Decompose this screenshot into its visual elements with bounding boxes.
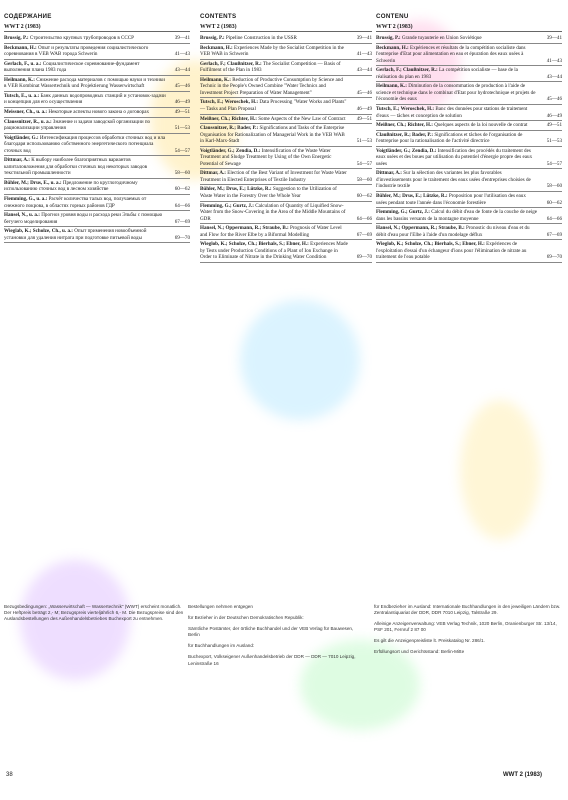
entry-title: Significations et tâches de l'organisation de l'entreprise pour la rationalisation de l'activité directrice: [376, 131, 523, 145]
entry-page-range: 41—43: [356, 51, 372, 58]
entry-title: Intensification des procédés du traitement des eaux usées et des boues par utilisation du potentiel d'énergie propre des eaux usées: [376, 147, 533, 167]
paper-stain: [460, 400, 540, 540]
entry-title: Proposition pour l'utilisation des eaux usées pendant toute l'année dans l'économie forestière: [376, 193, 526, 206]
entry-title: Интенсификация процессов обработки сточных вод и ила благодаря использованию собственного энергетического потенциала сточных вод: [4, 134, 166, 154]
entry-title: Intensification of the Waste Water Treatment and Sludge Treatment by Using of the Own Energetic Potential of Sewage: [200, 147, 332, 167]
entry-page-range: 39—41: [546, 35, 562, 42]
entry-author: Meißner, Ch.; Richter, H.:: [376, 122, 433, 129]
entry-author: Bühler, M.; Drus, E.; Lützke, R.:: [376, 193, 448, 200]
entry-page-range: 54—57: [174, 147, 190, 154]
entry-author: Voigtländer, G.; Zendia, D.:: [376, 147, 437, 154]
entry-author: Claussnitzer, R., u. a.:: [4, 118, 52, 125]
entry-page-range: 67—69: [546, 231, 562, 238]
entry-title: Significations and Tasks of the Enterprise Organisation for Rationalization of Managerial Work in the VEB WAB in Karl-Marx-Stadt: [200, 125, 345, 145]
toc-entry: [4, 35, 190, 44]
toc-entry: [4, 135, 190, 157]
entry-author: Heilmann, K.:: [4, 76, 35, 83]
entry-title: К выбору наиболее благоприятных вариантов капиталовложения для обработки сточных вод некоторых заводов текстильной промышленности: [4, 157, 148, 177]
entry-author: Dittmar, A.:: [200, 170, 226, 177]
paper-stain: [240, 300, 360, 420]
toc-entry: [376, 170, 562, 192]
entry-title: Banc des données pour stations de traitement d'eaux — tâches et conception de solution: [376, 106, 528, 119]
toc-entry: [200, 241, 372, 263]
issue-label: WWT 2 (1983): [200, 24, 372, 33]
entry-page-range: 67—69: [356, 231, 372, 238]
entry-author: Brussig, P.:: [376, 35, 401, 42]
entry-page-range: 60—62: [546, 199, 562, 206]
toc-entry: [200, 203, 372, 225]
entry-title: Снижение расхода материалов с помощью науки и техники в VEB Kombinat Wassertechnik und Projektierung Wasserwirtschaft: [4, 76, 166, 90]
toc-entry: [376, 67, 562, 82]
entry-page-range: 49—51: [546, 122, 562, 129]
toc-entry: [4, 77, 190, 92]
entry-author: Hansel, N.; Oppermann, R.; Straube, B.:: [200, 225, 289, 232]
entry-page-range: 43—44: [174, 67, 190, 74]
toc-entry: [200, 186, 372, 201]
entry-page-range: 64—66: [546, 215, 562, 222]
entry-page-range: 45—46: [356, 89, 372, 96]
entry-author: Dittmar, A.:: [376, 170, 402, 177]
entry-author: Bühler, M.; Drus, E., u. a.:: [4, 179, 62, 186]
footer-publisher-info: [374, 604, 562, 661]
footer-text: Bezugsbedingungen: „Wasserwirtschaft — Wassertechnik" (WWT) erscheint monatlich. Der Heftpreis beträgt 2,- M; Bezugspreis vierteljährlich 6,- M. Die Bezugspreise sind den Auslandsbestellungen des Außenhandelsbetriebes Buchexport zu entnehmen.: [4, 604, 184, 622]
entry-title: Предложение по круглогодичному использованию сточных вод в лесном хозяйстве: [4, 179, 138, 193]
running-head: WWT 2 (1983): [503, 772, 543, 778]
footer-orders: [188, 604, 360, 672]
footer-text: Erfüllungsort und Gerichtsstand: Berlin-Mitte: [374, 649, 465, 655]
issue-label: WWT 2 (1983): [376, 24, 562, 33]
entry-title: Prognosis of Water Level and Flow for the River Elbe by a Biformal Modelling: [200, 225, 342, 238]
entry-author: Claussnitzer, R.; Bader, P.:: [200, 125, 259, 132]
toc-entry: [4, 61, 190, 76]
toc-entry: [376, 122, 562, 131]
toc-entry: [376, 148, 562, 170]
toc-entry: [4, 196, 190, 211]
column-heading: CONTENTS: [200, 13, 237, 20]
toc-entry: [200, 61, 372, 76]
entry-title: Строительство крупных трубопроводов в СССР: [29, 35, 135, 42]
entry-author: Wieglob, K.; Scholze, Ch.; Bierhals, S.; Ebner, H.:: [200, 241, 309, 248]
entry-page-range: 69—70: [356, 254, 372, 261]
entry-page-range: 51—53: [356, 138, 372, 145]
entry-author: Hansel, N., u. a.:: [4, 212, 40, 219]
contents-column-english: [200, 14, 372, 264]
toc-entry: [376, 225, 562, 240]
entry-page-range: 41—43: [174, 51, 190, 58]
entry-page-range: 45—46: [546, 96, 562, 103]
entry-title: Pronostic du niveau d'eau et du débit d'eau pour l'Elbe à l'aide d'un modelage déflux: [376, 225, 530, 238]
toc-entry: [200, 116, 372, 125]
entry-page-range: 60—62: [356, 193, 372, 200]
entry-page-range: 51—53: [546, 138, 562, 145]
entry-author: Tutsch, E., u. a.:: [4, 92, 40, 99]
entry-page-range: 41—43: [546, 57, 562, 64]
entry-page-range: 39—41: [356, 35, 372, 42]
footer-subscription-terms: [4, 604, 186, 627]
entry-title: Социалистическое соревнование-фундамент выполнения плана 1983 года: [4, 60, 140, 74]
entry-page-range: 54—57: [356, 160, 372, 167]
entry-title: Банк данных водопроводных станций и установок-задачи и концепция для его осуществления: [4, 92, 166, 106]
entry-page-range: 46—49: [546, 112, 562, 119]
toc-entry: [376, 132, 562, 147]
entry-title: Some Aspects of the New Law of Contract: [258, 115, 346, 122]
toc-entry: [376, 209, 562, 224]
entry-author: Beckmann, H.:: [4, 44, 37, 51]
entry-title: La compétition socialiste — base de la réalisation du plan en 1983: [376, 67, 518, 80]
entry-title: Expériences de l'exploitation d'essai d'un échangeur d'ions pour l'élimination de nitrate au traitement de l'eau potable: [376, 241, 527, 261]
footer-text: Bestellungen nehmen entgegen: [188, 604, 253, 609]
entry-title: Reduction of Productive Consumption by Science and Technic in the People's Owned Combine "Water Technics and Investment Project Preparation of Water Management": [200, 76, 343, 96]
toc-entry: [4, 180, 190, 195]
entry-title: Calculation of Quantity of Liquified Snow-Water from the Snow-Covering in the Area of the Middle Mountains of GDR: [200, 202, 346, 222]
toc-entry: [4, 45, 190, 60]
entry-title: Diminution de la consommation de production à l'aide de science et technique dans le combinat d'Etat pour hydrotechnique et projets de l'économie des eaux: [376, 83, 536, 103]
page-number: 38: [6, 772, 13, 778]
entry-author: Voigtländer, G.:: [4, 134, 39, 141]
entry-page-range: 58—60: [174, 170, 190, 177]
footer-text: für Buchhandlungen im Ausland:: [188, 643, 255, 649]
entry-author: Wieglab, K.; Scholze, Ch., u. a.:: [4, 228, 73, 235]
entry-page-range: 39—41: [174, 35, 190, 42]
toc-entry: [4, 93, 190, 108]
entry-author: Meißner, Ch.; Richter, H.:: [200, 115, 257, 122]
entry-author: Voigtländer, G.; Zendia, D.:: [200, 147, 261, 154]
toc-entry: [200, 225, 372, 240]
entry-author: Hansel, N.; Oppermann, R.; Straube, B.:: [376, 225, 465, 232]
toc-entry: [376, 106, 562, 121]
entry-page-range: 67—69: [174, 218, 190, 225]
entry-author: Beckmann, H.:: [376, 44, 409, 51]
toc-entry: [200, 99, 372, 114]
column-heading: CONTENU: [376, 13, 409, 20]
toc-entry: [4, 119, 190, 134]
toc-entry: [4, 212, 190, 227]
entry-page-range: 60—62: [174, 186, 190, 193]
entry-author: Brussig, P.:: [200, 35, 225, 42]
entry-author: Tutsch, E.; Weroschek, H.:: [200, 99, 259, 106]
toc-entry: [376, 193, 562, 208]
entry-title: Experiences Made by Tests under Production Conditions of a Plant of Ion Exchange in Order to Eliminate of Nitrate in the Drinking Water Condition: [200, 241, 348, 261]
entry-title: The Socialist Competition — Basis of Fulfilment of the Plan in 1983: [200, 60, 341, 74]
entry-page-range: 46—49: [174, 99, 190, 106]
entry-author: Claußnitzer, R.; Bader, P.:: [376, 131, 434, 138]
entry-page-range: 64—66: [174, 202, 190, 209]
entry-page-range: 43—44: [546, 73, 562, 80]
entry-page-range: 58—60: [356, 176, 372, 183]
entry-title: Прогноз уровня воды и расхода реки Эльбы с помощью бегучего моделирования: [4, 212, 163, 225]
toc-entry: [200, 170, 372, 185]
footer-text: Es gilt die Anzeigenpreisliste lt. Preiskatalog Nr. 286/1.: [374, 638, 485, 644]
toc-list: [200, 35, 372, 263]
entry-title: Data Processing "Water Works and Plants" — Tasks and Plan Proposal: [200, 99, 347, 113]
contents-column-russian: [4, 14, 190, 244]
entry-author: Dittmar, A.:: [4, 157, 30, 164]
footer-text: Buchexport, Volkseigener Außenhandelsbetrieb der DDR — DDR — 7010 Leipzig, Leninstraße 16: [188, 654, 356, 666]
entry-title: Некоторые аспекты нового закона о договорах: [48, 109, 150, 116]
entry-author: Brussig, P.:: [4, 35, 29, 42]
entry-author: Gerlach, F.; Claußnitzer, R.:: [200, 60, 262, 67]
entry-author: Flemming, G.; Gurtz, J.:: [200, 202, 254, 209]
footer-text: Alleinige Anzeigenverwaltung: VEB Verlag Technik, 1020 Berlin, Oranienburger Str. 13/14, PSF 201, Fernruf 2 87 00: [374, 621, 557, 633]
entry-title: Election of the Best Variant of Investment for Waste Water Treatment in Elected Enterprises of Textile Industry: [200, 170, 347, 183]
footer-text: für Endbezieher im Ausland: Internationale Buchhandlungen in den jeweiligen Ländern bzw. Zentralantiquariat der DDR, DDR 7010 Leipzig, Talstraße 29.: [374, 604, 561, 616]
toc-entry: [4, 109, 190, 118]
toc-entry: [376, 83, 562, 105]
contents-column-french: [376, 14, 562, 264]
entry-title: Опыт и результаты проведения социалистического соревнования в VEB WAB города Schwerin: [4, 44, 149, 58]
entry-author: Wieglob, K.; Scholze, Ch.; Bierhals, S.; Ebner, H.:: [376, 241, 485, 248]
entry-page-range: 51—53: [174, 125, 190, 132]
entry-page-range: 49—51: [356, 115, 372, 122]
toc-list: [4, 35, 190, 243]
entry-title: Grande tuyauterie en Union Soviétique: [401, 35, 482, 42]
entry-page-range: 43—44: [356, 67, 372, 74]
entry-author: Gerlach, F., u. a.:: [4, 60, 42, 67]
toc-entry: [200, 35, 372, 44]
entry-page-range: 64—66: [356, 215, 372, 222]
entry-title: Sur la sélection des variantes les plus favorables d'investissements pour le traitement des eaux usées d'entreprises choisies de l'industrie textile: [376, 170, 531, 190]
toc-entry: [200, 148, 372, 170]
entry-title: Значение и задачи заводской организации по рационализации управления: [4, 118, 151, 132]
entry-title: Expériences et résultats de la compétition socialiste dans l'entreprise d'Etat pour alimentation en eau et épuration des eaux usées à Schwerin: [376, 44, 526, 64]
entry-author: Beckmann, H.:: [200, 44, 233, 51]
entry-author: Flemming, G.; Gurtz, J.:: [376, 209, 430, 216]
toc-entry: [376, 241, 562, 263]
issue-label: WWT 2 (1983): [4, 24, 190, 33]
entry-page-range: 46—49: [356, 106, 372, 113]
toc-entry: [200, 125, 372, 147]
entry-page-range: 54—57: [546, 160, 562, 167]
entry-title: Опыт применения новообъемной установки для удаления нитрата при подготовке питьевой воды: [4, 228, 147, 241]
entry-author: Heilmann, K.:: [200, 76, 231, 83]
entry-author: Gerlach, F.; Claußnitzer, R.:: [376, 67, 438, 74]
entry-page-range: 69—70: [546, 254, 562, 261]
column-heading: СОДЕРЖАНИЕ: [4, 13, 52, 20]
entry-title: Calcul du débit d'eau de fonte de la couche de neige dans les bassins versants de la montagne moyenne: [376, 209, 538, 222]
entry-title: Experiences Made by the Socialist Competition in the VEB WAB in Schwerin: [200, 44, 344, 58]
entry-page-range: 58—60: [546, 183, 562, 190]
toc-entry: [200, 45, 372, 60]
toc-entry: [376, 35, 562, 44]
entry-author: Tutsch, E.; Weroschek, H.:: [376, 106, 435, 113]
entry-title: Quelques aspects de la loi nouvelle de contrat: [434, 122, 528, 129]
entry-author: Bühler, M.; Drus, E.; Lützke, R.:: [200, 186, 272, 193]
toc-entry: [376, 45, 562, 67]
footer-text: Sämtliche Postämter, der örtliche Buchhandel und der VEB Verlag für Bauwesen, Berlin: [188, 626, 354, 638]
entry-author: Meissner, Ch., u. a.:: [4, 109, 48, 116]
entry-page-range: 45—46: [174, 83, 190, 90]
entry-title: Suggestion to the Utilization of Waste Water in the Forestry Over the Whole Year: [200, 186, 337, 200]
entry-page-range: 49—51: [174, 109, 190, 116]
toc-entry: [4, 228, 190, 243]
entry-author: Flemming, G., u. a.:: [4, 196, 48, 203]
toc-list: [376, 35, 562, 263]
entry-title: Расчёт количества талых вод, получаемых от снежного покрова, в областях горных районов ГДР: [4, 196, 147, 209]
entry-author: Heilmann, K.:: [376, 83, 407, 90]
entry-page-range: 69—70: [174, 234, 190, 241]
entry-title: Pipeline Construction in the USSR: [225, 35, 297, 42]
toc-entry: [200, 77, 372, 99]
toc-entry: [4, 157, 190, 179]
footer-text: für Bezieher in der Deutschen Demokratischen Republik:: [188, 615, 304, 621]
